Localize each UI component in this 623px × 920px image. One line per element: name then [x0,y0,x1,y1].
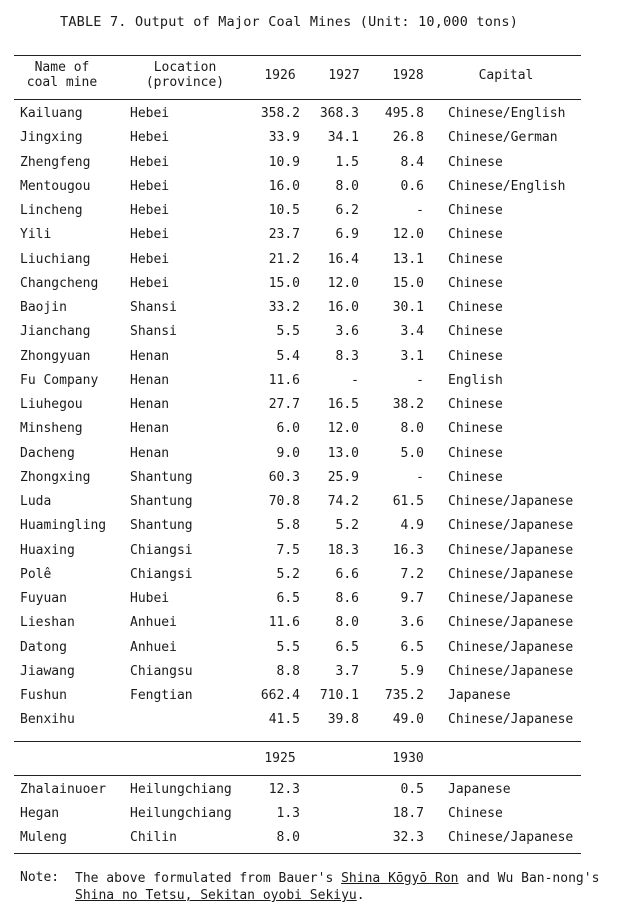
cell-1928: 61.5 [392,494,424,509]
table-row [0,179,623,203]
section-rule-bottom [14,775,581,776]
table-row [0,227,623,251]
cell-capital: Chinese [448,397,503,412]
cell-location: Hebei [130,203,170,218]
cell-1926: 9.0 [276,445,300,461]
cell-1925: 8.0 [276,830,300,845]
cell-capital: Chinese/Japanese [448,566,574,582]
cell-location: Henan [130,348,170,364]
cell-1928: - [416,203,424,218]
cell-mine-name: Lieshan [20,615,75,631]
table-row [0,591,623,615]
cell-location: Fengtian [130,688,193,703]
cell-mine-name: Jianchang [20,324,91,340]
cell-1926: 33.9 [268,130,300,146]
cell-1926: 15.0 [268,275,300,291]
cell-1928: 49.0 [392,712,424,728]
cell-1928: 8.0 [400,421,424,437]
table-row [0,640,623,664]
header-location [140,60,230,90]
bottom-rule [14,853,581,854]
table-row [0,782,623,806]
cell-1927: 16.5 [327,397,359,412]
cell-capital: Japanese [448,688,511,703]
cell-1927: 1.5 [335,154,359,170]
note-label: Note: [20,870,60,885]
cell-location: Heilungchiang [130,782,232,797]
cell-1926: 60.3 [268,469,300,485]
table-row [0,130,623,154]
header-name-line1: Name of [34,60,90,75]
cell-capital: Chinese [448,445,503,461]
cell-capital: Chinese [448,324,503,340]
cell-mine-name: Mentougou [20,178,91,194]
cell-capital: Chinese/English [448,178,566,194]
cell-1928: 3.4 [400,324,424,340]
table-row [0,252,623,276]
cell-capital: Chinese [448,300,503,315]
table-row [0,106,623,130]
cell-1926: 70.8 [268,494,300,509]
cell-1926: 5.8 [276,518,300,534]
cell-1926: 8.8 [276,663,300,679]
table-row [0,397,623,421]
cell-1928: 0.6 [400,178,424,194]
cell-capital: Chinese [448,348,503,364]
cell-1927: 16.0 [327,300,359,315]
cell-1930: 0.5 [400,782,424,797]
cell-capital: Chinese/English [448,106,566,121]
cell-location: Hebei [130,178,170,194]
cell-location: Heilungchiang [130,806,232,821]
cell-capital: Chinese/Japanese [448,591,574,606]
cell-location: Hebei [130,106,170,121]
table-row [0,567,623,591]
cell-capital: Chinese [448,154,503,170]
table-row [0,373,623,397]
cell-location: Henan [130,421,170,437]
cell-1928: 13.1 [392,251,424,267]
cell-mine-name: Zhongxing [20,469,91,485]
header-rule [14,99,581,100]
table-row [0,518,623,542]
cell-mine-name: Lincheng [20,203,83,218]
cell-1927: 8.3 [335,348,359,364]
cell-1927: 12.0 [327,275,359,291]
cell-capital: Chinese [448,806,503,821]
cell-capital: Chinese/Japanese [448,663,574,679]
cell-1926: 358.2 [260,106,300,121]
cell-1927: 8.0 [335,615,359,631]
cell-location: Anhuei [130,615,177,631]
cell-1927: 74.2 [327,494,359,509]
cell-1926: 11.6 [268,372,300,388]
table-row [0,615,623,639]
cell-mine-name: Zhongyuan [20,348,91,364]
cell-1926: 11.6 [268,615,300,631]
cell-capital: Chinese/Japanese [448,494,574,509]
cell-1925: 1.3 [276,806,300,821]
cell-location: Hubei [130,591,170,606]
header-year-1927: 1927 [328,68,360,83]
cell-capital: English [448,372,503,388]
cell-1926: 41.5 [268,712,300,728]
cell-mine-name: Hegan [20,806,60,821]
table-row [0,470,623,494]
cell-1926: 6.5 [276,591,300,606]
cell-1927: 8.0 [335,178,359,194]
cell-1926: 10.5 [268,203,300,218]
cell-1928: 9.7 [400,591,424,606]
table-row [0,688,623,712]
cell-1928: 8.4 [400,154,424,170]
cell-1925: 12.3 [268,782,300,797]
table-row [0,421,623,445]
cell-capital: Chinese [448,275,503,291]
table-row [0,203,623,227]
cell-location: Henan [130,445,170,461]
cell-1928: 15.0 [392,275,424,291]
cell-1926: 5.2 [276,566,300,582]
table-row [0,324,623,348]
cell-mine-name: Jiawang [20,663,75,679]
cell-capital: Chinese [448,227,503,243]
cell-1926: 10.9 [268,154,300,170]
cell-capital: Chinese/Japanese [448,830,574,845]
cell-1927: 6.9 [335,227,359,243]
cell-mine-name: Liuchiang [20,251,91,267]
cell-1926: 16.0 [268,178,300,194]
cell-capital: Japanese [448,782,511,797]
header-year-1928: 1928 [392,68,424,83]
cell-location: Henan [130,372,170,388]
cell-location: Chiangsi [130,542,193,558]
cell-1928: - [416,372,424,388]
cell-capital: Chinese/Japanese [448,639,574,655]
cell-1928: 5.0 [400,445,424,461]
note-source1: Shina Kōgyō Ron [341,871,459,886]
cell-1926: 6.0 [276,421,300,437]
cell-1930: 18.7 [392,806,424,821]
cell-mine-name: Zhalainuoer [20,782,107,797]
cell-1928: 6.5 [400,639,424,655]
cell-mine-name: Benxihu [20,712,75,728]
cell-mine-name: Fuyuan [20,591,67,606]
table-row [0,806,623,830]
note-text [75,870,615,904]
cell-1928: 5.9 [400,663,424,679]
cell-1926: 5.4 [276,348,300,364]
cell-1928: 7.2 [400,566,424,582]
cell-mine-name: Huaxing [20,542,75,558]
cell-capital: Chinese [448,469,503,485]
cell-capital: Chinese/Japanese [448,615,574,631]
cell-1928: 12.0 [392,227,424,243]
table-title: TABLE 7. Output of Major Coal Mines (Unit: 10,000 tons) [60,14,519,30]
table-row [0,830,623,854]
cell-capital: Chinese [448,203,503,218]
cell-1927: 25.9 [327,469,359,485]
cell-1927: 3.6 [335,324,359,340]
cell-1927: 710.1 [319,688,359,703]
cell-mine-name: Minsheng [20,421,83,437]
cell-1928: - [416,469,424,485]
cell-1926: 5.5 [276,324,300,340]
cell-1928: 3.6 [400,615,424,631]
cell-1928: 16.3 [392,542,424,558]
cell-mine-name: Polê [20,566,52,582]
cell-capital: Chinese/German [448,130,558,146]
cell-mine-name: Yili [20,227,52,243]
cell-mine-name: Muleng [20,830,67,845]
cell-1926: 662.4 [260,688,300,703]
note-part3: . [356,888,365,903]
subheader-year-1925: 1925 [264,751,296,766]
cell-1926: 7.5 [276,542,300,558]
cell-capital: Chinese/Japanese [448,542,574,558]
cell-1927: - [351,372,359,388]
header-loc-line2: (province) [145,75,225,90]
cell-location: Chiangsi [130,566,193,582]
cell-1928: 4.9 [400,518,424,534]
cell-mine-name: Datong [20,639,67,655]
cell-1928: 30.1 [392,300,424,315]
cell-1927: 34.1 [327,130,359,146]
cell-location: Hebei [130,251,170,267]
cell-mine-name: Huamingling [20,518,107,534]
cell-1927: 5.2 [335,518,359,534]
cell-location: Shantung [130,494,193,509]
cell-1927: 6.2 [335,203,359,218]
cell-1928: 3.1 [400,348,424,364]
cell-capital: Chinese/Japanese [448,518,574,534]
cell-1928: 735.2 [384,688,424,703]
cell-mine-name: Liuhegou [20,397,83,412]
cell-1926: 23.7 [268,227,300,243]
header-loc-line1: Location [153,60,217,75]
section-rule-top [14,741,581,742]
table-row [0,155,623,179]
table-row [0,543,623,567]
cell-mine-name: Kailuang [20,106,83,121]
cell-location: Anhuei [130,639,177,655]
cell-1926: 27.7 [268,397,300,412]
cell-location: Shansi [130,300,177,315]
cell-1927: 12.0 [327,421,359,437]
cell-mine-name: Fu Company [20,372,99,388]
cell-location: Shantung [130,469,193,485]
header-name-line2: coal mine [26,75,98,90]
table-row [0,494,623,518]
cell-1927: 368.3 [319,106,359,121]
cell-1930: 32.3 [392,830,424,845]
cell-capital: Chinese [448,251,503,267]
cell-1927: 8.6 [335,591,359,606]
note-part1: The above formulated from Bauer's [75,871,342,886]
table-row [0,664,623,688]
cell-mine-name: Dacheng [20,445,75,461]
header-capital: Capital [478,68,534,83]
cell-capital: Chinese [448,421,503,437]
cell-location: Hebei [130,154,170,170]
cell-1926: 5.5 [276,639,300,655]
cell-location: Hebei [130,275,170,291]
cell-location: Shansi [130,324,177,340]
cell-mine-name: Baojin [20,300,67,315]
cell-location: Chilin [130,830,177,845]
cell-mine-name: Changcheng [20,275,99,291]
cell-capital: Chinese/Japanese [448,712,574,728]
cell-1927: 39.8 [327,712,359,728]
cell-location: Shantung [130,518,193,534]
table-row [0,712,623,736]
cell-1927: 6.6 [335,566,359,582]
note-source2: Shina no Tetsu, Sekitan oyobi Sekiyu [75,888,357,903]
cell-1926: 21.2 [268,251,300,267]
table-row [0,446,623,470]
cell-location: Hebei [130,227,170,243]
cell-mine-name: Jingxing [20,130,83,146]
cell-mine-name: Fushun [20,688,67,703]
header-year-1926: 1926 [264,68,296,83]
cell-1927: 13.0 [327,445,359,461]
cell-1927: 18.3 [327,542,359,558]
table-row [0,349,623,373]
cell-1927: 16.4 [327,251,359,267]
subheader-year-1930: 1930 [392,751,424,766]
cell-location: Hebei [130,130,170,146]
cell-1928: 495.8 [384,106,424,121]
table-row [0,276,623,300]
cell-location: Henan [130,397,170,412]
cell-1928: 38.2 [392,397,424,412]
top-rule [14,55,581,56]
table-row [0,300,623,324]
cell-1928: 26.8 [392,130,424,146]
cell-1927: 6.5 [335,639,359,655]
note-part2: and Wu Ban-nong's [458,871,600,886]
cell-1927: 3.7 [335,663,359,679]
cell-1926: 33.2 [268,300,300,315]
cell-location: Chiangsu [130,663,193,679]
cell-mine-name: Zhengfeng [20,154,91,170]
cell-mine-name: Luda [20,494,52,509]
header-name-of-coal-mine [14,60,110,90]
